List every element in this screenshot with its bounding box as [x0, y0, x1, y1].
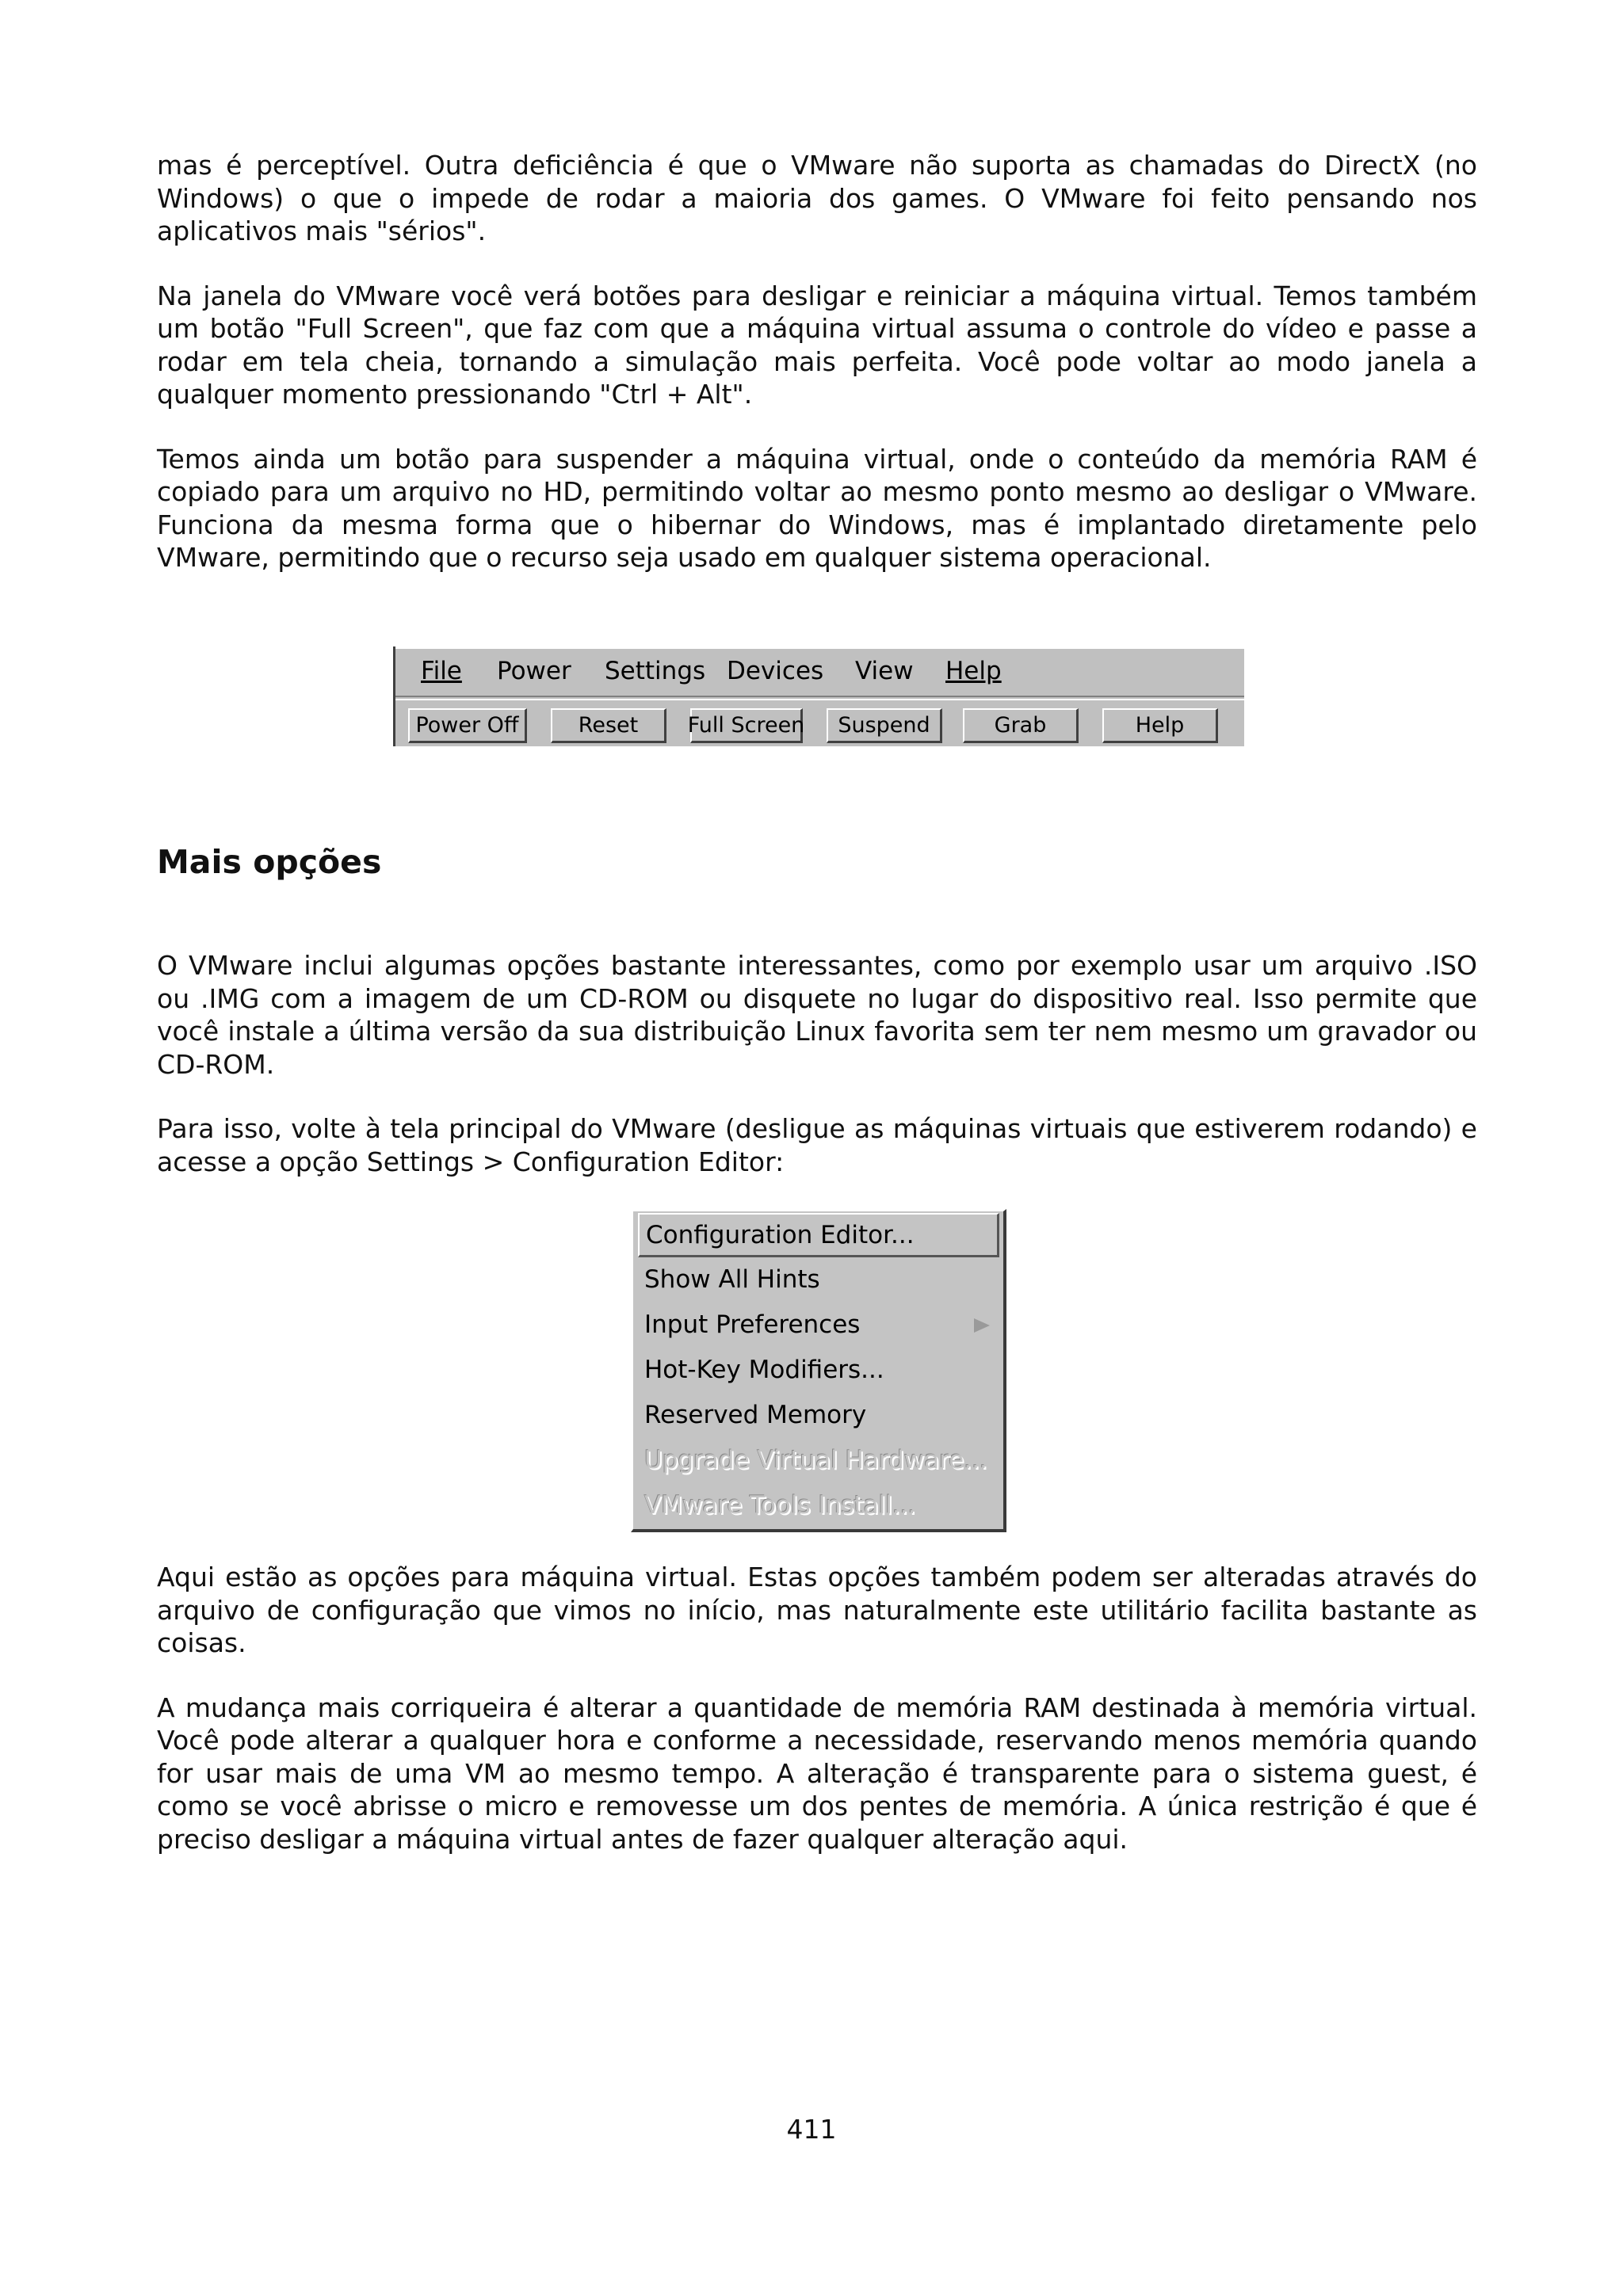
menu-item-upgrade-virtual-hardware: Upgrade Virtual Hardware... [644, 1446, 987, 1474]
paragraph-4: O VMware inclui algumas opções bastante interessantes, como por exemplo usar um arquivo .ISO ou .IMG com a imagem de um CD-ROM ou disquete no lugar do dispositivo real. Isso permite que você instale a última versão da sua distribuição Linux favorita sem ter nem mesmo um gravador ou CD-ROM. [157, 950, 1477, 1080]
suspend-button[interactable]: Suspend [827, 708, 942, 743]
menu-help[interactable]: Help [945, 657, 1002, 685]
page-number: 411 [786, 2114, 837, 2145]
menu-file[interactable]: File [421, 657, 462, 685]
paragraph-1: mas é perceptível. Outra deficiência é que o VMware não suporta as chamadas do DirectX (no Windows) o que o impede de rodar a maioria dos games. O VMware foi feito pensando nos aplicativos mais "sérios". [157, 150, 1477, 246]
menu-item-input-preferences-label: Input Preferences [644, 1310, 861, 1339]
menu-item-reserved-memory[interactable]: Reserved Memory [644, 1401, 867, 1429]
button-bar [395, 699, 1244, 746]
paragraph-5: Para isso, volte à tela principal do VMware (desligue as máquinas virtuais que estiverem rodando) e acesse a opção Settings > Configuration Editor: [157, 1113, 1477, 1177]
vmware-toolbar-screenshot [393, 646, 1244, 746]
help-button[interactable]: Help [1102, 708, 1218, 743]
paragraph-7: A mudança mais corriqueira é alterar a quantidade de memória RAM destinada à memória virtual. Você pode alterar a qualquer hora e conforme a necessidade, reservando menos memória quando for usar mais de uma VM ao mesmo tempo. A alteração é transparente para o sistema guest, é como se você abrisse o micro e removesse um dos pentes de memória. A única restrição é que é preciso desligar a máquina virtual antes de fazer qualquer alteração aqui. [157, 1691, 1477, 1855]
menu-item-input-preferences[interactable] [638, 1304, 999, 1348]
paragraph-6: Aqui estão as opções para máquina virtual. Estas opções também podem ser alteradas através do arquivo de configuração que vimos no início, mas naturalmente este utilitário facilita bastante as coisas. [157, 1562, 1477, 1658]
section-heading: Mais opções [157, 843, 382, 881]
reset-button[interactable]: Reset [551, 708, 666, 743]
section-3 [157, 1561, 1477, 1855]
menu-view[interactable]: View [855, 657, 914, 685]
menu-item-vmware-tools-install: VMware Tools Install... [644, 1491, 916, 1520]
paragraph-3: Temos ainda um botão para suspender a máquina virtual, onde o conteúdo da memória RAM é copiado para um arquivo no HD, permitindo voltar ao mesmo ponto mesmo ao desligar o VMware. Funciona da mesma forma que o hibernar do Windows, mas é implantado diretamente pelo VMware, permitindo que o recurso seja usado em qualquer sistema operacional. [157, 443, 1477, 573]
grab-button[interactable]: Grab [963, 708, 1079, 743]
menu-item-configuration-editor[interactable]: Configuration Editor... [638, 1213, 999, 1257]
menu-item-show-all-hints[interactable]: Show All Hints [644, 1265, 820, 1294]
menu-settings[interactable]: Settings [605, 657, 706, 685]
submenu-arrow-icon [974, 1318, 990, 1333]
full-screen-button[interactable]: Full Screen [690, 708, 803, 743]
menu-bar [395, 646, 1244, 697]
section-2 [157, 949, 1477, 1178]
settings-menu-screenshot [631, 1209, 1006, 1532]
paragraph-2: Na janela do VMware você verá botões para desligar e reiniciar a máquina virtual. Temos também um botão "Full Screen", que faz com que a máquina virtual assuma o controle do vídeo e passe a rodar em tela cheia, tornando a simulação mais perfeita. Você pode voltar ao modo janela a qualquer momento pressionando "Ctrl + Alt". [157, 280, 1477, 410]
power-off-button[interactable]: Power Off [408, 708, 527, 743]
section-1 [157, 149, 1477, 574]
menu-devices[interactable]: Devices [727, 657, 824, 685]
menu-power[interactable]: Power [497, 657, 571, 685]
menu-item-hot-key-modifiers[interactable]: Hot-Key Modifiers... [644, 1356, 884, 1384]
